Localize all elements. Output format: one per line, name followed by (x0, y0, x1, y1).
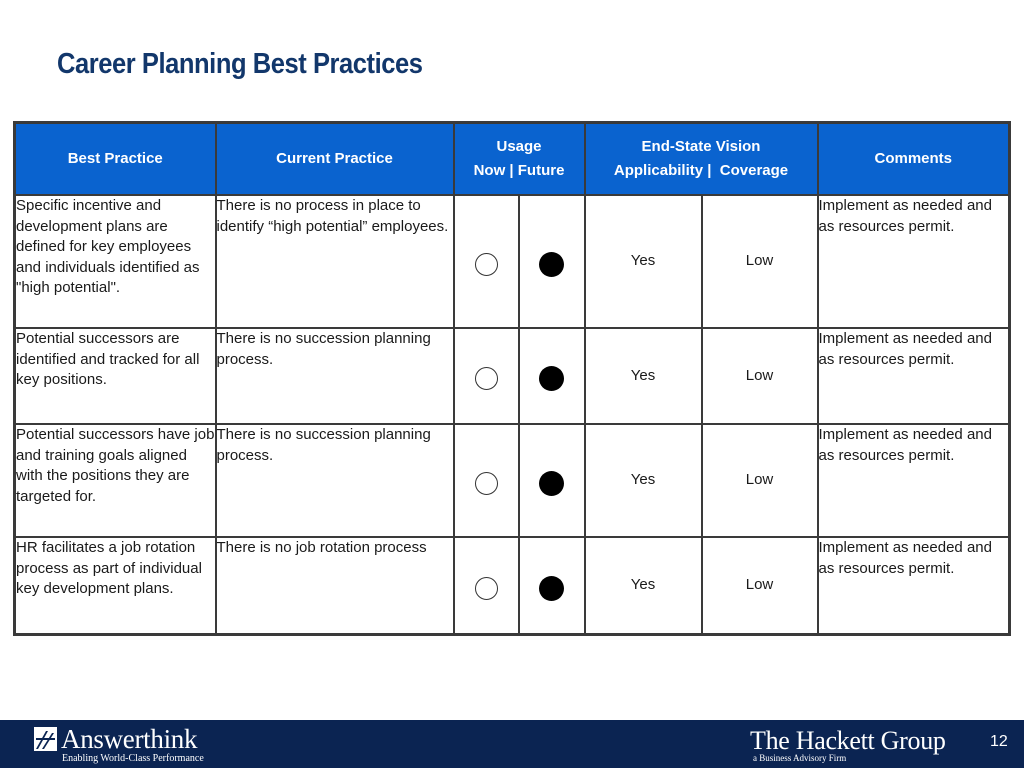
comments-cell: Implement as needed and as resources permit. (818, 537, 1010, 634)
table-row (15, 195, 1010, 328)
applicability-cell: Yes (585, 328, 702, 424)
filled-circle-icon (539, 252, 564, 277)
usage-now-cell (454, 195, 519, 328)
comments-cell: Implement as needed and as resources permit. (818, 195, 1010, 328)
comments-cell: Implement as needed and as resources permit. (818, 328, 1010, 424)
empty-circle-icon (475, 472, 498, 495)
usage-future-cell (519, 328, 585, 424)
best-practice-cell: Potential successors are identified and tracked for all key positions. (15, 328, 216, 424)
page-number: 12 (990, 733, 1008, 750)
header-usage-subtitle: Now | Future (473, 162, 565, 179)
comments-cell: Implement as needed and as resources permit. (818, 424, 1010, 537)
header-end-state-vision (585, 123, 818, 196)
best-practice-cell: Specific incentive and development plans are defined for key employees and individuals identified as "high potential". (15, 195, 216, 328)
applicability-cell: Yes (585, 424, 702, 537)
header-vision-subtitle: Applicability | Coverage (613, 162, 789, 179)
current-practice-cell: There is no job rotation process (216, 537, 454, 634)
usage-now-cell (454, 424, 519, 537)
header-comments: Comments (818, 123, 1010, 196)
usage-now-cell (454, 328, 519, 424)
usage-future-cell (519, 424, 585, 537)
hackett-group-logo: The Hackett Group (750, 726, 946, 755)
current-practice-cell: There is no process in place to identify “high potential” employees. (216, 195, 454, 328)
best-practice-cell: Potential successors have job and training goals aligned with the positions they are targeted for. (15, 424, 216, 537)
table-row (15, 328, 1010, 424)
usage-future-cell (519, 537, 585, 634)
header-vision-title: End-State Vision (641, 138, 761, 155)
coverage-cell: Low (702, 424, 818, 537)
usage-future-cell (519, 195, 585, 328)
filled-circle-icon (539, 576, 564, 601)
table-row (15, 424, 1010, 537)
empty-circle-icon (475, 253, 498, 276)
header-current-practice: Current Practice (216, 123, 454, 196)
filled-circle-icon (539, 471, 564, 496)
filled-circle-icon (539, 366, 564, 391)
answerthink-mark-icon (34, 727, 57, 751)
hackett-group-tagline: a Business Advisory Firm (753, 753, 847, 763)
applicability-cell: Yes (585, 537, 702, 634)
header-usage (454, 123, 585, 196)
answerthink-logo-name: Answerthink (61, 724, 198, 754)
usage-now-cell (454, 537, 519, 634)
header-best-practice: Best Practice (15, 123, 216, 196)
coverage-cell: Low (702, 195, 818, 328)
header-usage-title: Usage (496, 138, 542, 155)
table-row (15, 537, 1010, 634)
header-row (15, 123, 1010, 196)
current-practice-cell: There is no succession planning process. (216, 424, 454, 537)
best-practices-table (13, 121, 1011, 636)
empty-circle-icon (475, 367, 498, 390)
current-practice-cell: There is no succession planning process. (216, 328, 454, 424)
answerthink-tagline: Enabling World-Class Performance (62, 753, 204, 764)
coverage-cell: Low (702, 328, 818, 424)
best-practice-cell: HR facilitates a job rotation process as part of individual key development plans. (15, 537, 216, 634)
slide-title: Career Planning Best Practices (57, 48, 423, 80)
coverage-cell: Low (702, 537, 818, 634)
applicability-cell: Yes (585, 195, 702, 328)
empty-circle-icon (475, 577, 498, 600)
